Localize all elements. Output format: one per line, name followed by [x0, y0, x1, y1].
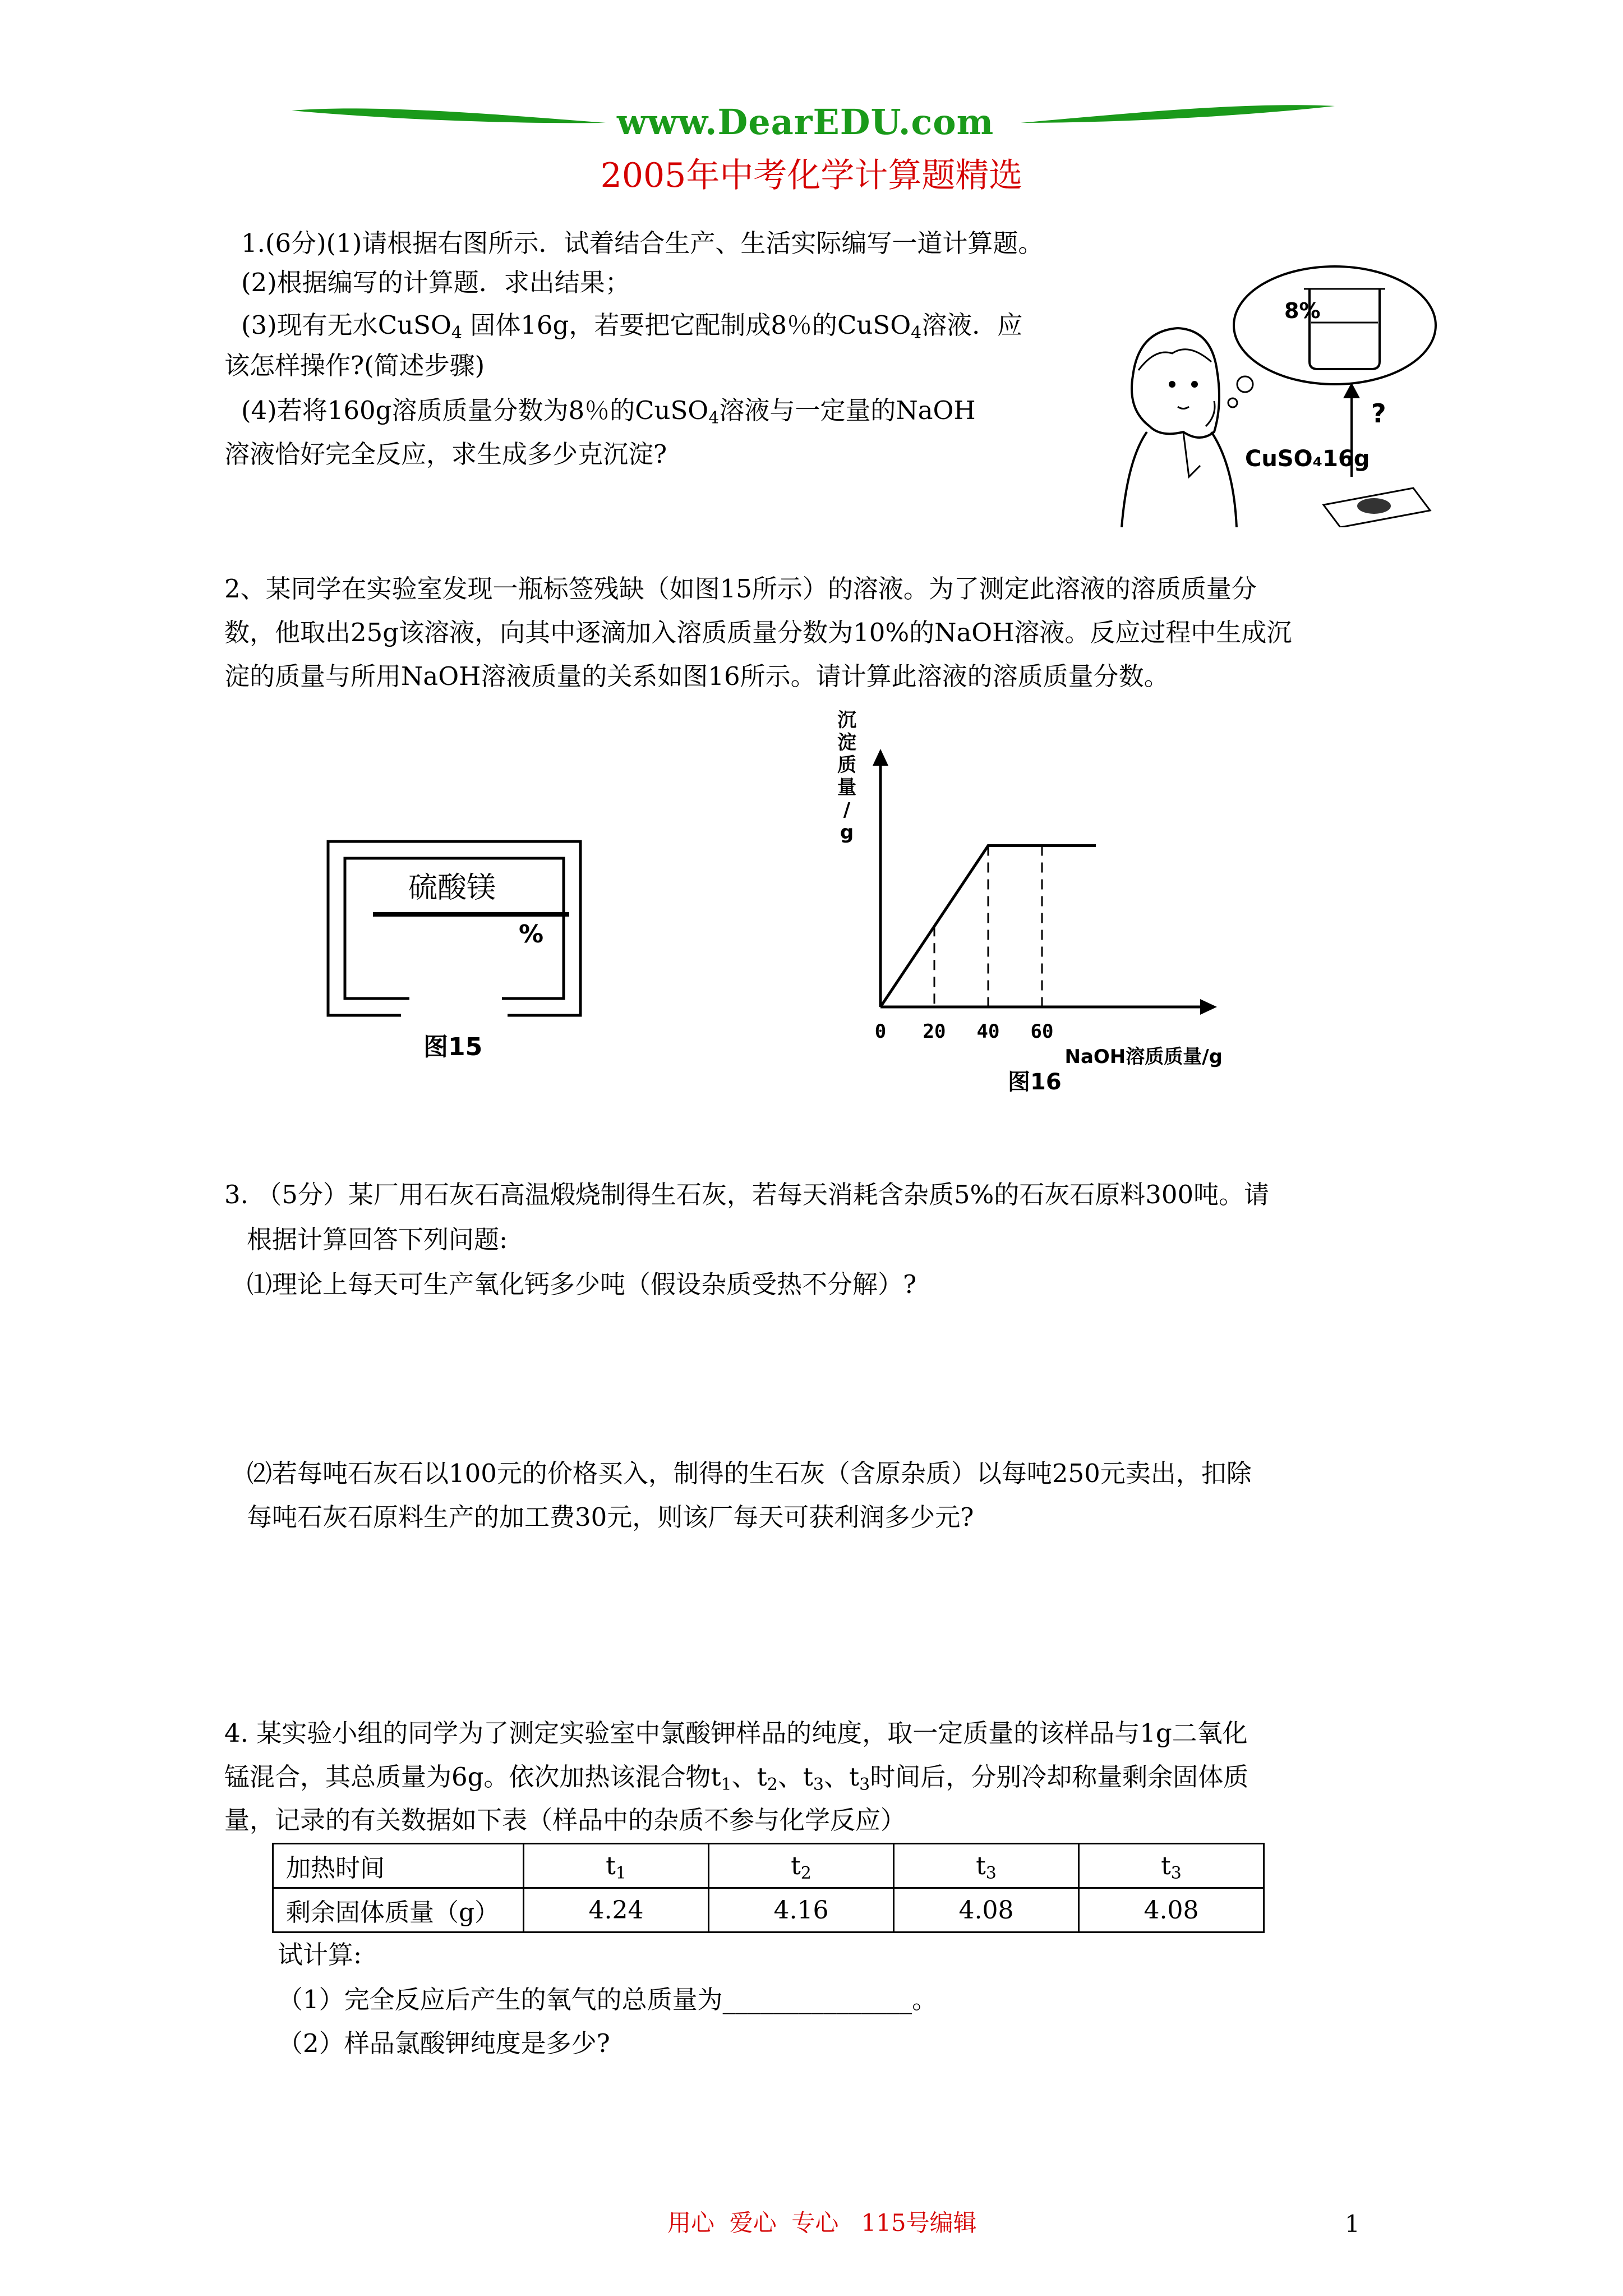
- q3-line5: 每吨石灰石原料生产的加工费30元，则该厂每天可获利润多少元?: [247, 1502, 974, 1532]
- y-axis-arrow: [873, 749, 888, 766]
- y-axis-label-char: 沉: [837, 709, 856, 731]
- page-title: 2005年中考化学计算题精选: [600, 156, 1023, 195]
- fig16-caption: 图16: [1008, 1069, 1062, 1095]
- y-axis-label-char: 量: [837, 776, 856, 799]
- q3-line1: 3. （5分）某厂用石灰石高温煅烧制得生石灰，若每天消耗含杂质5%的石灰石原料300吨。请: [224, 1180, 1270, 1209]
- x-tick-label: 0: [874, 1020, 887, 1043]
- q1-fig-percent: 8%: [1284, 298, 1321, 323]
- table-cell: 4.08: [894, 1888, 1079, 1932]
- q1-fig-cuso4-label: CuSO₄16g: [1245, 446, 1370, 472]
- q1-fig-question-mark: ?: [1371, 398, 1386, 429]
- q3-line3: ⑴理论上每天可生产氧化钙多少吨（假设杂质受热不分解）?: [247, 1269, 917, 1299]
- table-cell: 4.08: [1079, 1888, 1264, 1932]
- page-number: 1: [1345, 2210, 1360, 2238]
- fig15-label-percent: %: [519, 920, 544, 949]
- fig15-label-name: 硫酸镁: [408, 871, 496, 905]
- y-axis-label-char: /: [843, 799, 851, 821]
- q1-line3: (3)现有无水CuSO$_4$ 固体16g，若要把它配制成8％的CuSO$_4$溶液．应: [241, 310, 1023, 343]
- table-cell: $t_3$: [894, 1844, 1079, 1888]
- table-cell: 剩余固体质量（g）: [273, 1888, 524, 1932]
- fig15-caption: 图15: [423, 1033, 483, 1061]
- q4-subquestion-1: （1）完全反应后产生的氧气的总质量为_______________。: [278, 1985, 938, 2014]
- table-cell: 4.24: [524, 1888, 709, 1932]
- x-tick-label: 20: [923, 1020, 946, 1043]
- x-tick-label: 60: [1030, 1020, 1054, 1043]
- q1-line1: 1.(6分)(1)请根据右图所示．试着结合生产、生活实际编写一道计算题。: [241, 228, 1044, 258]
- fig16-chart: [824, 704, 1251, 1097]
- q3-line4: ⑵若每吨石灰石以100元的价格买入，制得的生石灰（含原杂质）以每吨250元卖出，扣除: [247, 1458, 1252, 1488]
- x-tick-label: 40: [976, 1020, 1000, 1043]
- q4-subquestion-2: （2）样品氯酸钾纯度是多少?: [278, 2028, 610, 2058]
- y-axis-label-char: 质: [837, 754, 856, 776]
- fig15-label-drawing: [322, 836, 586, 1018]
- footer-text: 用心 爱心 专心 115号编辑: [667, 2209, 977, 2237]
- q1-line4: 该怎样操作?(简述步骤): [224, 351, 485, 380]
- q4-data-table: [272, 1843, 1265, 1933]
- table-cell: 加热时间: [273, 1844, 524, 1888]
- q2-line1: 2、某同学在实验室发现一瓶标签残缺（如图15所示）的溶液。为了测定此溶液的溶质质量分: [224, 574, 1257, 604]
- header-site-name[interactable]: www.DearEDU.com: [617, 102, 994, 142]
- q2-line2: 数，他取出25g该溶液，向其中逐滴加入溶质质量分数为10%的NaOH溶液。反应过程中生成沉: [224, 618, 1292, 647]
- q1-line5: (4)若将160g溶质质量分数为8％的CuSO$_4$溶液与一定量的NaOH: [241, 395, 976, 428]
- y-axis-label-char: 淀: [837, 731, 856, 754]
- q4-line2: 锰混合，其总质量为6g。依次加热该混合物$t_1$、$t_2$、$t_3$、$t_3$时间后，分别冷却称量剩余固体质: [224, 1762, 1249, 1795]
- q4-line1: 4. 某实验小组的同学为了测定实验室中氯酸钾样品的纯度，取一定质量的该样品与1g二氧化: [224, 1718, 1248, 1748]
- table-cell: 4.16: [709, 1888, 894, 1932]
- q1-line6: 溶液恰好完全反应，求生成多少克沉淀?: [224, 439, 667, 469]
- x-axis-arrow: [1200, 999, 1217, 1015]
- table-row: [273, 1844, 1264, 1888]
- x-axis-label: NaOH溶质质量/g: [1064, 1046, 1223, 1068]
- table-cell: $t_1$: [524, 1844, 709, 1888]
- q4-line3: 量，记录的有关数据如下表（样品中的杂质不参与化学反应）: [224, 1805, 906, 1835]
- q4-calc-label: 试计算:: [278, 1940, 362, 1970]
- table-cell: $t_3$: [1079, 1844, 1264, 1888]
- q1-illustration: [1116, 264, 1441, 527]
- q3-line2: 根据计算回答下列问题:: [247, 1225, 508, 1254]
- girl-with-beaker-drawing: [1116, 264, 1441, 527]
- q1-line2: (2)根据编写的计算题．求出结果；: [241, 268, 630, 297]
- y-axis-label-char: g: [840, 821, 854, 844]
- table-row: [273, 1888, 1264, 1932]
- table-cell: $t_2$: [709, 1844, 894, 1888]
- q2-line3: 淀的质量与所用NaOH溶液质量的关系如图16所示。请计算此溶液的溶质质量分数。: [224, 661, 1169, 691]
